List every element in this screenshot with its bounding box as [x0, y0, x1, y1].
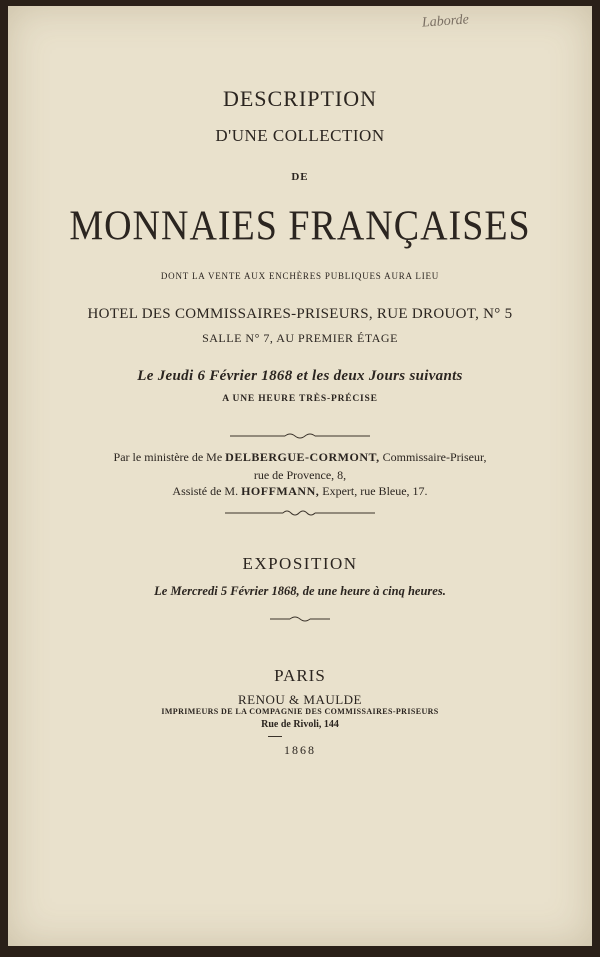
handwritten-annotation: Laborde	[421, 12, 470, 31]
title-line-3: DE	[291, 171, 309, 183]
ornament-divider-3	[8, 614, 592, 624]
title-page	[8, 6, 592, 946]
expert-name: HOFFMANN,	[241, 484, 320, 498]
sale-place: HOTEL DES COMMISSAIRES-PRISEURS, RUE DROUOT, N° 5	[87, 306, 513, 322]
auctioneer-role: Commissaire-Priseur,	[382, 450, 487, 464]
publication-year: 1868	[284, 743, 316, 757]
sale-intro: DONT LA VENTE AUX ENCHÈRES PUBLIQUES AURA LIEU	[160, 271, 440, 281]
expert-line	[8, 484, 592, 499]
expert-role: Expert, rue Bleue, 17.	[322, 484, 428, 498]
sale-room: SALLE N° 7, AU PREMIER ÉTAGE	[202, 331, 398, 345]
title-line-2: D'UNE COLLECTION	[215, 126, 385, 145]
sale-hour: A UNE HEURE TRÈS-PRÉCISE	[222, 394, 378, 404]
sale-date: Le Jeudi 6 Février 1868 et les deux Jours suivants	[137, 368, 463, 384]
publisher-address: Rue de Rivoli, 144	[261, 719, 339, 730]
main-title: MONNAIES FRANÇAISES	[69, 202, 531, 250]
ministry-line	[8, 450, 592, 465]
auctioneer-name: DELBERGUE-CORMONT,	[225, 450, 380, 464]
ornament-divider-2	[8, 508, 592, 518]
publisher-name: RENOU & MAULDE	[238, 692, 362, 707]
ornament-divider-1	[8, 431, 592, 441]
exposition-heading: EXPOSITION	[242, 554, 358, 573]
assist-prefix: Assisté de M.	[172, 484, 239, 498]
exposition-date: Le Mercredi 5 Février 1868, de une heure à cinq heures.	[154, 584, 446, 598]
auctioneer-address: rue de Provence, 8,	[253, 468, 347, 482]
publisher-city: PARIS	[274, 666, 326, 685]
publisher-printers: IMPRIMEURS DE LA COMPAGNIE DES COMMISSAIRES-PRISEURS	[161, 707, 439, 716]
year-divider	[268, 736, 282, 737]
ministry-prefix: Par le ministère de Me	[113, 450, 223, 464]
title-line-1: DESCRIPTION	[222, 86, 377, 111]
